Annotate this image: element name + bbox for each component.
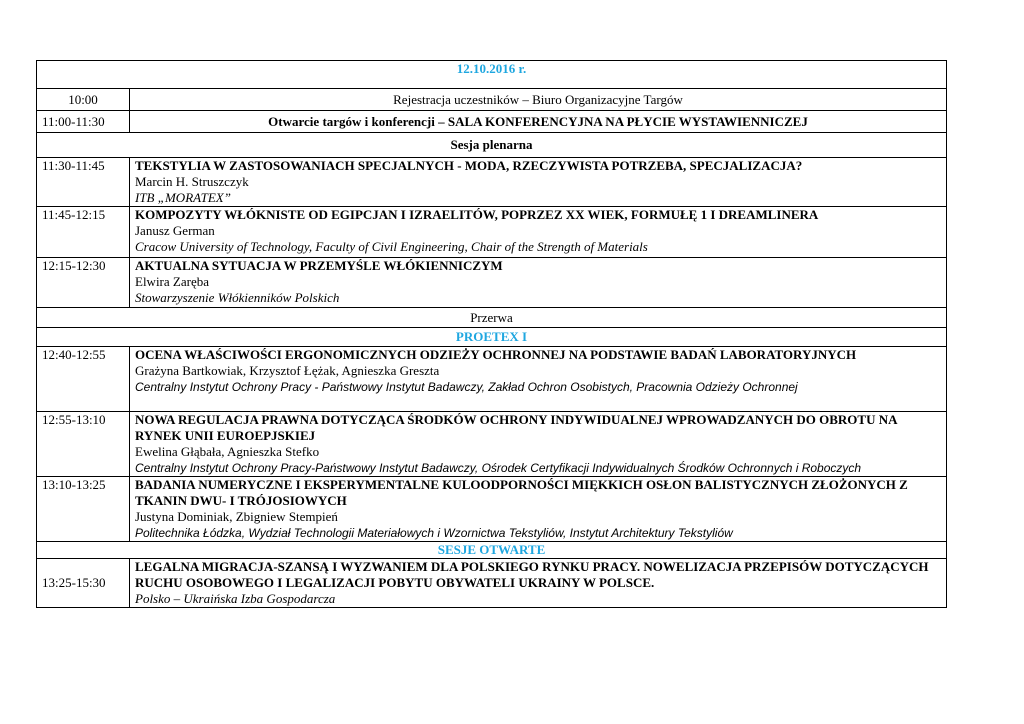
- talk-cell: [130, 158, 947, 207]
- talk-title: TEKSTYLIA W ZASTOSOWANIACH SPECJALNYCH - MODA, RZECZYWISTA POTRZEBA, SPECJALIZACJA?: [135, 158, 803, 173]
- talk-affiliation: ITB „MORATEX”: [135, 190, 231, 205]
- talk-title: OCENA WŁAŚCIWOŚCI ERGONOMICZNYCH ODZIEŻY OCHRONNEJ NA PODSTAWIE BADAŃ LABORATORYJNYCH: [135, 347, 857, 362]
- schedule-row-talk: [37, 158, 947, 207]
- break-row: [37, 308, 947, 328]
- schedule-row-talk: [37, 477, 947, 542]
- schedule-row-registration: [37, 89, 947, 111]
- talk-author: Marcin H. Struszczyk: [135, 174, 249, 189]
- opening-text: Otwarcie targów i konferencji – SALA KONFERENCYJNA NA PŁYCIE WYSTAWIENNICZEJ: [130, 111, 947, 133]
- talk-title: LEGALNA MIGRACJA-SZANSĄ I WYZWANIEM DLA POLSKIEGO RYNKU PRACY. NOWELIZACJA PRZEPISÓW DOTYCZĄCYCH RUCHU OSOBOWEGO I LEGALIZACJI POBYTU OBYWATELI UKRAINY W POLSCE.: [135, 559, 929, 590]
- schedule-table: [36, 60, 947, 608]
- time-cell: 13:10-13:25: [37, 477, 130, 542]
- talk-affiliation: Polsko – Ukraińska Izba Gospodarcza: [135, 591, 336, 606]
- talk-author: Ewelina Głąbała, Agnieszka Stefko: [135, 444, 320, 459]
- time-cell: 12:40-12:55: [37, 347, 130, 412]
- talk-title: BADANIA NUMERYCZNE I EKSPERYMENTALNE KULOODPORNOŚCI MIĘKKICH OSŁON BALISTYCZNYCH ZŁOŻONYCH Z TKANIN DWU- I TRÓJOSIOWYCH: [135, 477, 908, 508]
- talk-author: Janusz German: [135, 223, 215, 238]
- talk-author: Grażyna Bartkowiak, Krzysztof Łężak, Agnieszka Greszta: [135, 363, 440, 378]
- section-header-proetex: [37, 328, 947, 347]
- time-cell: 11:00-11:30: [37, 111, 130, 133]
- talk-author: Elwira Zaręba: [135, 274, 209, 289]
- time-cell: 11:45-12:15: [37, 207, 130, 258]
- time-cell: 11:30-11:45: [37, 158, 130, 207]
- schedule-row-talk: [37, 347, 947, 412]
- talk-cell: [130, 477, 947, 542]
- schedule-row-talk: [37, 412, 947, 477]
- proetex-session-label: PROETEX I: [37, 328, 947, 347]
- talk-cell: [130, 258, 947, 308]
- schedule-row-talk: [37, 559, 947, 608]
- talk-title: AKTUALNA SYTUACJA W PRZEMYŚLE WŁÓKIENNICZYM: [135, 258, 503, 273]
- section-header-open-sessions: [37, 542, 947, 559]
- talk-title: KOMPOZYTY WŁÓKNISTE OD EGIPCJAN I IZRAELITÓW, POPRZEZ XX WIEK, FORMUŁĘ 1 I DREAMLINERA: [135, 207, 819, 222]
- section-header-plenary: [37, 133, 947, 158]
- schedule-row-talk: [37, 258, 947, 308]
- time-cell: 13:25-15:30: [37, 559, 130, 608]
- talk-affiliation: Centralny Instytut Ochrony Pracy - Państwowy Instytut Badawczy, Zakład Ochron Osobistych, Pracownia Odzieży Ochronnej: [135, 380, 798, 394]
- open-sessions-label: SESJE OTWARTE: [37, 542, 947, 559]
- break-label: Przerwa: [37, 308, 947, 328]
- plenary-session-label: Sesja plenarna: [37, 133, 947, 158]
- time-cell: 10:00: [37, 89, 130, 111]
- talk-affiliation: Politechnika Łódzka, Wydział Technologii Materiałowych i Wzornictwa Tekstyliów, Instytut Architektury Tekstyliów: [135, 526, 733, 540]
- talk-author: Justyna Dominiak, Zbigniew Stempień: [135, 509, 338, 524]
- schedule-row-talk: [37, 207, 947, 258]
- date-row: [37, 61, 947, 89]
- time-cell: 12:15-12:30: [37, 258, 130, 308]
- registration-text: Rejestracja uczestników – Biuro Organizacyjne Targów: [130, 89, 947, 111]
- talk-cell: [130, 559, 947, 608]
- talk-cell: [130, 207, 947, 258]
- time-cell: 12:55-13:10: [37, 412, 130, 477]
- talk-affiliation: Stowarzyszenie Włókienników Polskich: [135, 290, 340, 305]
- schedule-row-opening: [37, 111, 947, 133]
- talk-affiliation: Cracow University of Technology, Faculty of Civil Engineering, Chair of the Strength of Materials: [135, 239, 648, 254]
- talk-cell: [130, 412, 947, 477]
- talk-affiliation: Centralny Instytut Ochrony Pracy-Państwowy Instytut Badawczy, Ośrodek Certyfikacji Indywidualnych Środków Ochronnych i Roboczych: [135, 461, 862, 475]
- talk-cell: [130, 347, 947, 412]
- talk-title: NOWA REGULACJA PRAWNA DOTYCZĄCA ŚRODKÓW OCHRONY INDYWIDUALNEJ WPROWADZANYCH DO OBROTU NA RYNEK UNII EUROEPJSKIEJ: [135, 412, 897, 443]
- date-heading: 12.10.2016 r.: [37, 61, 947, 89]
